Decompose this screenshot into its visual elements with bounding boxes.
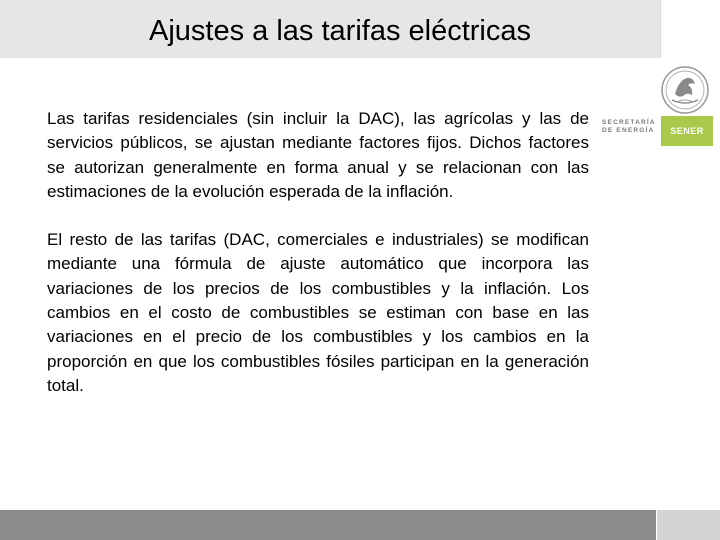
body-paragraph-1: Las tarifas residenciales (sin incluir la DAC), las agrícolas y las de servicios públicos, se ajustan mediante factores fijos. Dichos factores se autorizan generalmente en forma anual y se relacionan con las estimaciones de la evolución esperada de la inflación. (47, 109, 589, 201)
secretaria-de-energia-text (602, 119, 658, 135)
mexican-coat-of-arms-icon (657, 64, 713, 116)
body-paragraph-2: El resto de las tarifas (DAC, comerciales e industriales) se modifican mediante una fórmula de ajuste automático que incorpora las variaciones de los precios de los combustibles y la inflación. Los cambios en el costo de combustibles se estiman con base en las variaciones en el precio de los combustibles y los cambios en la proporción en que los combustibles fósiles participan en la generación total. (47, 230, 589, 395)
title-divider (660, 0, 661, 58)
footer-bar (0, 510, 656, 540)
secretaria-line-2: DE ENERGÍA (602, 127, 655, 134)
sener-logo: SENER (661, 116, 713, 146)
secretaria-line-1: SECRETARÍA (602, 119, 656, 126)
slide-title: Ajustes a las tarifas eléctricas (149, 15, 531, 47)
slide-body (47, 107, 589, 422)
footer-right-block (657, 510, 720, 540)
